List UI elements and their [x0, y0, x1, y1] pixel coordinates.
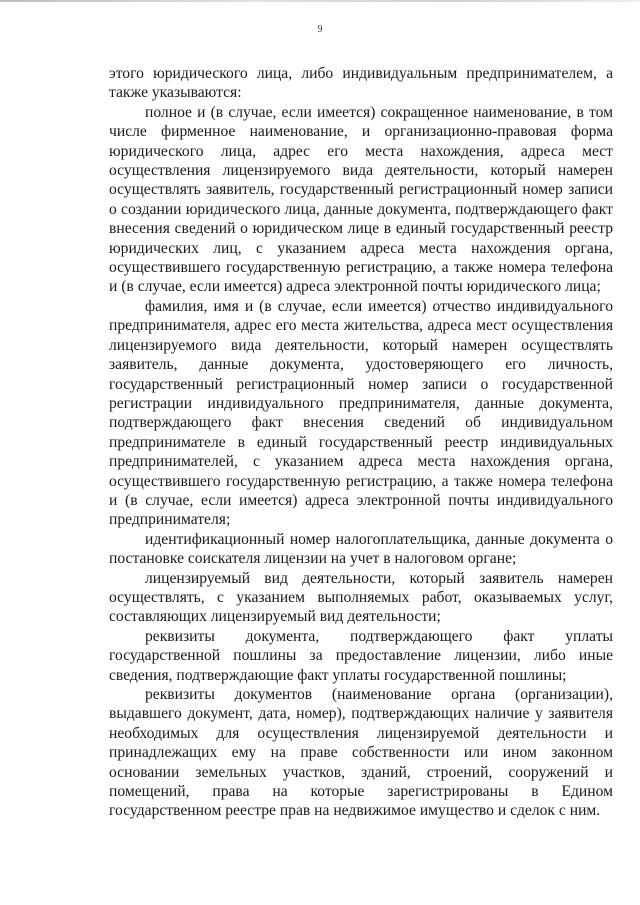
paragraph-state-fee: реквизиты документа, подтверждающего факт уплаты государственной пошлины за предоставление лицензии, либо иные сведения, подтверждающие факт уплаты государственной пошлины; [109, 627, 613, 684]
paragraph-continuation: этого юридического лица, либо индивидуальным предпринимателем, а также указываются: [109, 65, 613, 102]
paragraph-taxpayer-id: идентификационный номер налогоплательщика, данные документа о постановке соискателя лицензии на учет в налоговом органе; [109, 530, 613, 568]
paragraph-individual-entrepreneur: фамилия, имя и (в случае, если имеется) отчество индивидуального предпринимателя, адрес его места жительства, адреса мест осуществления лицензируемого вида деятельности, который намерен осуществлять заявитель, данные документа, удостоверяющего его личность, государственный регистрационный номер записи о государственной регистрации индивидуального предпринимателя, данные документа, подтверждающего факт внесения сведений об индивидуальном предпринимателе в единый государственный реестр индивидуальных предпринимателей, с указанием адреса места нахождения органа, осуществившего государственную регистрацию, а также номера телефона и (в случае, если имеется) адреса электронной почты индивидуального предпринимателя; [109, 297, 613, 529]
page-number: 9 [317, 24, 323, 35]
paragraph-licensed-activity: лицензируемый вид деятельности, который заявитель намерен осуществлять, с указанием выполняемых работ, оказываемых услуг, составляющих лицензируемый вид деятельности; [109, 569, 613, 626]
paragraph-property-documents: реквизиты документов (наименование органа (организации), выдавшего документ, дата, номер), подтверждающих наличие у заявителя необходимых для осуществления лицензируемой деятельности и принадлежащих ему на праве собственности или ином законном основании земельных участков, зданий, строений, сооружений и помещений, права на которые зарегистрированы в Едином государственном реестре прав на недвижимое имущество и сделок с ним. [109, 686, 613, 820]
scan-edge-line [0, 0, 640, 2]
document-body [109, 64, 613, 821]
paragraph-legal-entity: полное и (в случае, если имеется) сокращенное наименование, в том числе фирменное наименование, и организационно-правовая форма юридического лица, адрес его места нахождения, адреса мест осуществления лицензируемого вида деятельности, который намерен осуществлять заявитель, государственный регистрационный номер записи о создании юридического лица, данные документа, подтверждающего факт внесения сведений о юридическом лице в единый государственный реестр юридических лиц, с указанием адреса места нахождения органа, осуществившего государственную регистрацию, а также номера телефона и (в случае, если имеется) адреса электронной почты юридического лица; [109, 103, 613, 296]
